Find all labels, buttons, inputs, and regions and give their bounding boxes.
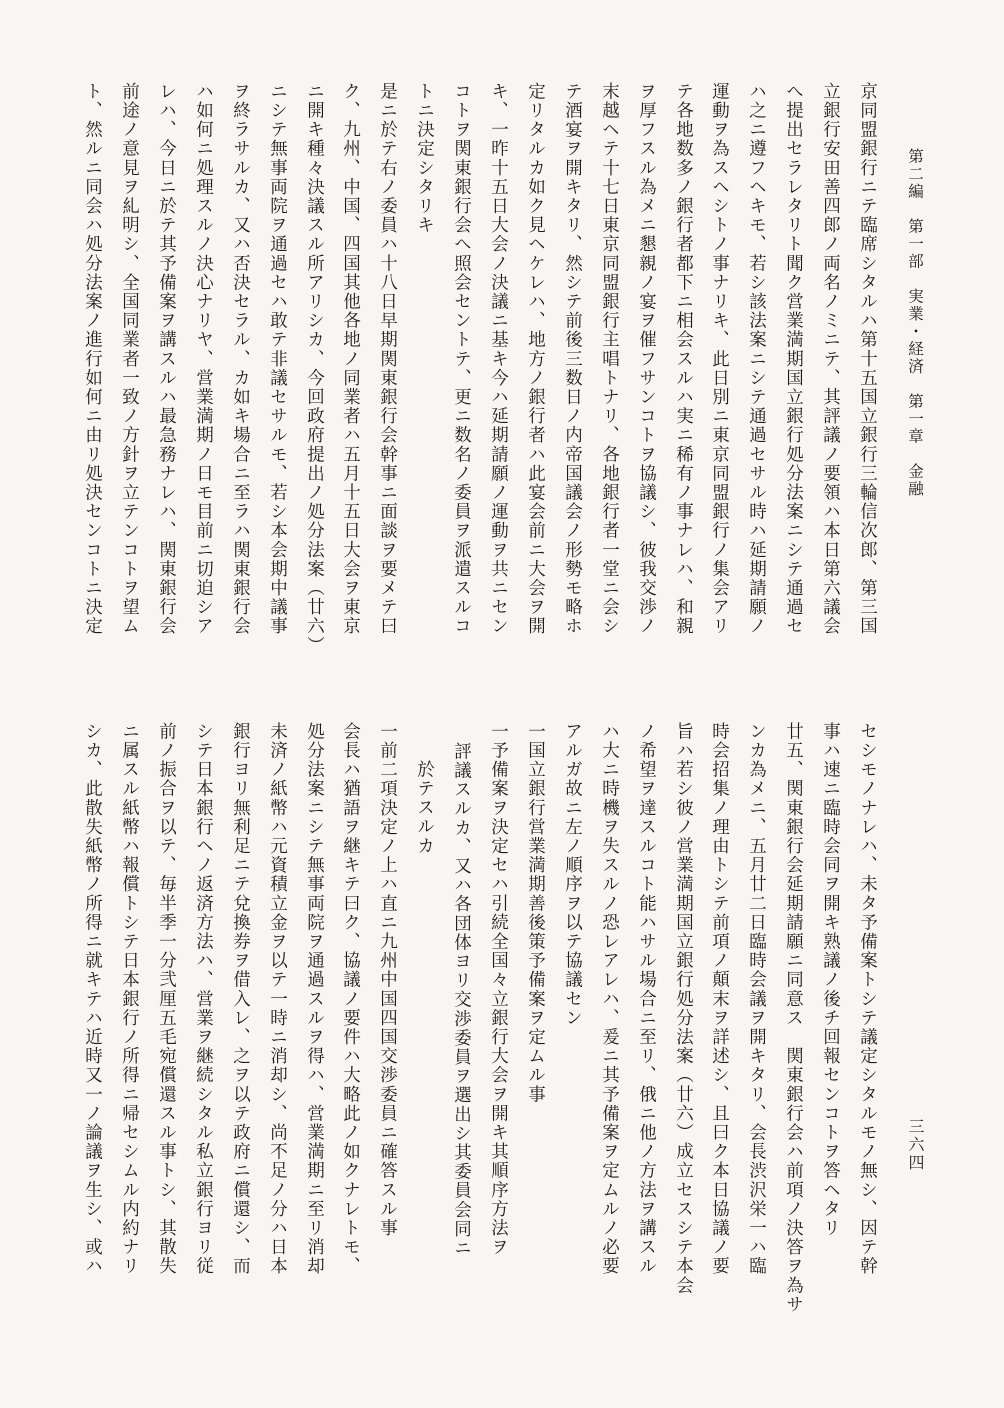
text-column: 前ノ振合ヲ以テ、毎半季一分弐厘五毛宛償還スル事トシ、其散失 xyxy=(156,722,177,1276)
text-column: 処分法案ニシテ無事両院ヲ通過スルヲ得ハ、営業満期ニ至リ消却 xyxy=(304,722,325,1276)
text-column: ク、九州、中国、四国其他各地ノ同業者ハ五月十五日大会ヲ東京 xyxy=(340,82,361,636)
text-column: トニ決定シタリキ xyxy=(414,82,435,235)
text-column: 事ハ速ニ臨時会同ヲ開キ熟議ノ後チ回報センコトヲ答ヘタリ xyxy=(820,722,841,1238)
text-column: ニシテ無事両院ヲ通過セハ敢テ非議セサルモ、若シ本会期中議事 xyxy=(267,82,288,636)
text-column: ンカ為メニ、五月廿二日臨時会議ヲ開キタリ、会長渋沢栄一ハ臨 xyxy=(746,722,767,1276)
text-column: 前途ノ意見ヲ糺明シ、全国同業者一致ノ方針ヲ立テンコトヲ望ム xyxy=(119,82,140,636)
text-column: 銀行ヨリ無利足ニテ兌換券ヲ借入レ、之ヲ以テ政府ニ償還シ、而 xyxy=(230,722,251,1276)
text-column: 会長ハ猶語ヲ継キテ曰ク、協議ノ要件ハ大略此ノ如クナレトモ、 xyxy=(340,722,361,1276)
text-column: 末越ヘテ十七日東京同盟銀行主唱トナリ、各地銀行者一堂ニ会シ xyxy=(599,82,620,636)
page-number: 三六四 xyxy=(906,1118,925,1172)
text-column: 時会招集ノ理由トシテ前項ノ顛末ヲ詳述シ、且曰ク本日協議ノ要 xyxy=(709,722,730,1276)
text-column: シテ日本銀行ヘノ返済方法ハ、営業ヲ継続シタル私立銀行ヨリ従 xyxy=(193,722,214,1276)
text-column: ニ開キ種々決議スル所アリシカ、今回政府提出ノ処分法案（廿六） xyxy=(304,82,325,655)
text-column: ハ如何ニ処理スルノ決心ナリヤ、営業満期ノ日モ目前ニ切迫シア xyxy=(193,82,214,636)
text-column: 一前二項決定ノ上ハ直ニ九州中国四国交渉委員ニ確答スル事 xyxy=(377,722,398,1238)
text-column: 一予備案ヲ決定セハ引続全国々立銀行大会ヲ開キ其順序方法ヲ xyxy=(488,722,509,1257)
text-column: コトヲ関東銀行会へ照会セントテ、更ニ数名ノ委員ヲ派遣スルコ xyxy=(451,82,472,636)
text-column: テ各地数多ノ銀行者都下ニ相会スルハ実ニ稀有ノ事ナレハ、和親 xyxy=(673,82,694,636)
text-column: シカ、此散失紙幣ノ所得ニ就キテハ近時又一ノ論議ヲ生シ、或ハ xyxy=(82,722,103,1276)
text-column: セシモノナレハ、未タ予備案トシテ議定シタルモノ無シ、因テ幹 xyxy=(857,722,878,1276)
text-column: レハ、今日ニ於テ其予備案ヲ講スルハ最急務ナレハ、関東銀行会 xyxy=(156,82,177,636)
text-column: 立銀行安田善四郎ノ両名ノミニテ、其評議ノ要領ハ本日第六議会 xyxy=(820,82,841,636)
text-column: アルガ故ニ左ノ順序ヲ以テ協議セン xyxy=(562,722,583,1028)
text-column: ヲ厚フスル為メニ懇親ノ宴ヲ催フサンコトヲ協議シ、彼我交渉ノ xyxy=(636,82,657,636)
text-column: テ酒宴ヲ開キタリ、然シテ前後三数日ノ内帝国議会ノ形勢モ略ホ xyxy=(562,82,583,636)
text-column: 一国立銀行営業満期善後策予備案ヲ定ムル事 xyxy=(525,722,546,1104)
text-column: 旨ハ若シ彼ノ営業満期国立銀行処分法案（廿六）成立セスシテ本会 xyxy=(673,722,694,1295)
text-column: 定リタルカ如ク見ヘケレハ、地方ノ銀行者ハ此宴会前ニ大会ヲ開 xyxy=(525,82,546,636)
text-column: ニ属スル紙幣ハ報償トシテ日本銀行ノ所得ニ帰セシムル内約ナリ xyxy=(119,722,140,1276)
text-column: 運動ヲ為スヘシトノ事ナリキ、此日別ニ東京同盟銀行ノ集会アリ xyxy=(709,82,730,636)
text-column: ノ希望ヲ達スルコト能ハサル場合ニ至リ、俄ニ他ノ方法ヲ講スル xyxy=(636,722,657,1276)
text-column: 京同盟銀行ニテ臨席シタルハ第十五国立銀行三輪信次郎、第三国 xyxy=(857,82,878,636)
text-column: 評議スルカ、又ハ各団体ヨリ交渉委員ヲ選出シ其委員会同ニ xyxy=(451,742,472,1258)
text-column: 廿五、関東銀行会延期請願ニ同意ス 関東銀行会ハ前項ノ決答ヲ為サ xyxy=(783,722,804,1315)
text-column: 於テスルカ xyxy=(414,760,435,856)
text-column: へ提出セラレタリト聞ク営業満期国立銀行処分法案ニシテ通過セ xyxy=(783,82,804,636)
running-head: 第二編 第一部 実業・経済 第一章 金融 xyxy=(906,148,924,498)
text-column: ハ之ニ遵フヘキモ、若シ該法案ニシテ通過セサル時ハ延期請願ノ xyxy=(746,82,767,636)
text-column: 是ニ於テ右ノ委員ハ十八日早期関東銀行会幹事ニ面談ヲ要メテ曰 xyxy=(377,82,398,636)
text-column: ハ大ニ時機ヲ失スルノ恐レアレハ、爰ニ其予備案ヲ定ムルノ必要 xyxy=(599,722,620,1276)
text-column: ヲ終ラサルカ、又ハ否決セラル、カ如キ場合ニ至ラハ関東銀行会 xyxy=(230,82,251,636)
text-column: キ、一昨十五日大会ノ決議ニ基キ今ハ延期請願ノ運動ヲ共ニセン xyxy=(488,82,509,636)
text-column: ト、然ルニ同会ハ処分法案ノ進行如何ニ由リ処決センコトニ決定 xyxy=(82,82,103,636)
text-column: 未済ノ紙幣ハ元資積立金ヲ以テ一時ニ消却シ、尚不足ノ分ハ日本 xyxy=(267,722,288,1276)
